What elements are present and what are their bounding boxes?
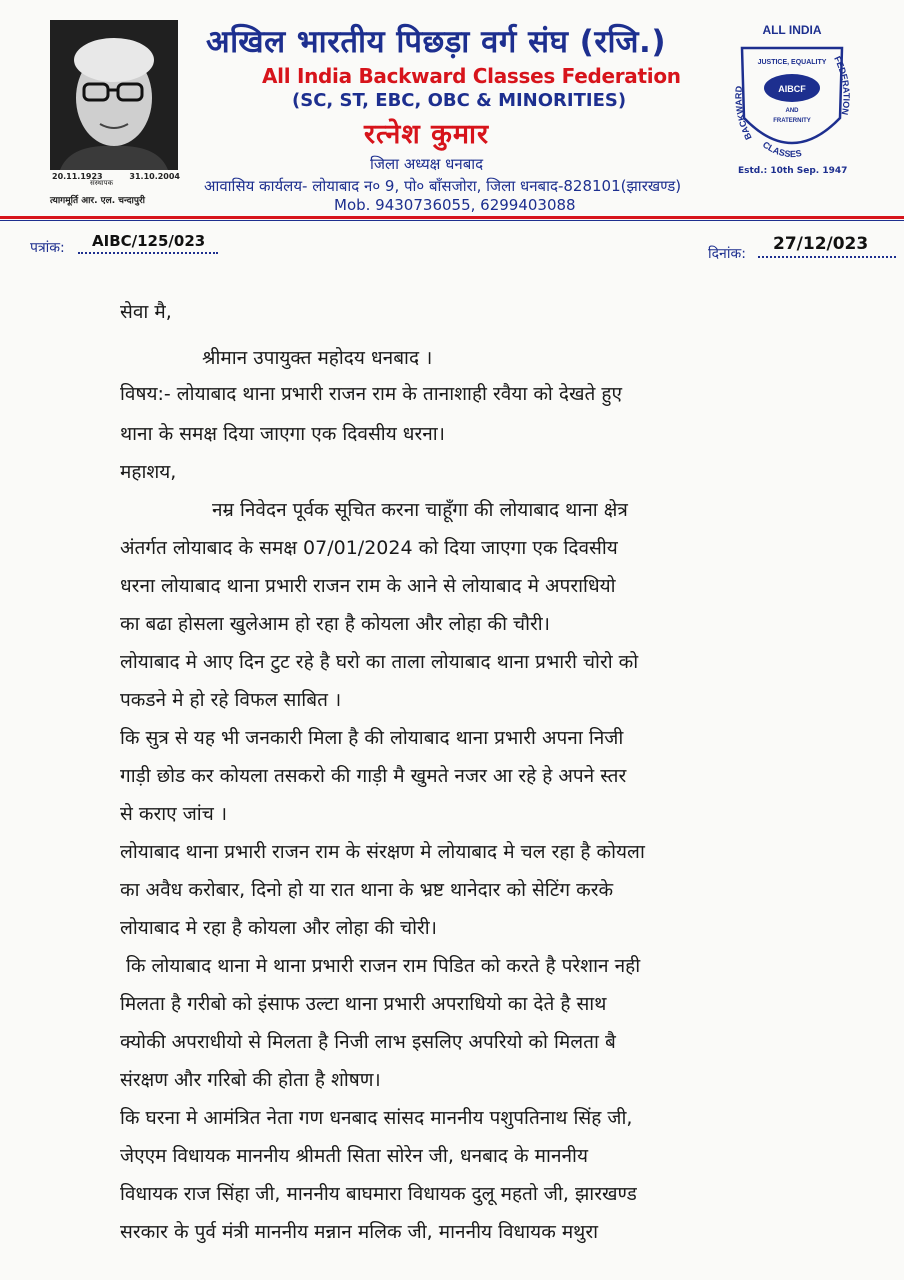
subject-line-2: थाना के समक्ष दिया जाएगा एक दिवसीय धरना। — [120, 423, 445, 445]
body-line: लोयाबाद थाना प्रभारी राजन राम के संरक्षण मे लोयाबाद मे चल रहा है कोयला — [120, 841, 645, 863]
subject-line: विषय:- लोयाबाद थाना प्रभारी राजन राम के तानाशाही रवैया को देखते हुए — [120, 383, 622, 405]
established-date: Estd.: 10th Sep. 1947 — [738, 166, 848, 176]
body-line: धरना लोयाबाद थाना प्रभारी राजन राम के आने से लोयाबाद मे अपराधियो — [120, 575, 616, 597]
logo-motto-2: AND — [785, 108, 799, 114]
body-line: लोयाबाद मे रहा है कोयला और लोहा की चोरी। — [120, 917, 437, 939]
founder-label: संस्थापक — [90, 179, 113, 187]
logo-left-text: BACKWARD — [733, 85, 754, 142]
founder-name: त्यागमूर्ति आर. एल. चन्दापुरी — [50, 196, 145, 206]
header-divider-blue — [0, 220, 904, 221]
org-categories: (SC, ST, EBC, OBC & MINORITIES) — [292, 90, 627, 111]
addressee-line: श्रीमान उपायुक्त महोदय धनबाद । — [202, 347, 433, 369]
body-line: कि घरना मे आमंत्रित नेता गण धनबाद सांसद माननीय पशुपतिनाथ सिंह जी, — [120, 1107, 633, 1129]
body-line: कि सुत्र से यह भी जनकारी मिला है की लोयाबाद थाना प्रभारी अपना निजी — [120, 727, 624, 749]
reference-label: पत्रांक: — [30, 240, 65, 256]
body-line: अंतर्गत लोयाबाद के समक्ष 07/01/2024 को दिया जाएगा एक दिवसीय — [120, 537, 618, 559]
body-line: विधायक राज सिंहा जी, माननीय बाघमारा विधायक दुलू महतो जी, झारखण्ड — [120, 1183, 637, 1205]
date-dotted-line — [758, 256, 896, 258]
reference-dotted-line — [78, 252, 218, 254]
founder-birth-date: 20.11.1923 — [52, 172, 103, 181]
federation-logo — [722, 18, 862, 178]
logo-right-text: FEDERATION — [832, 54, 852, 116]
body-line: लोयाबाद मे आए दिन टुट रहे है घरो का ताला लोयाबाद थाना प्रभारी चोरो को — [120, 651, 639, 673]
founder-death-date: 31.10.2004 — [129, 172, 180, 181]
salutation-line: सेवा मै, — [120, 301, 172, 323]
person-role: जिला अध्यक्ष धनबाद — [370, 155, 484, 173]
mobile-numbers: Mob. 9430736055, 6299403088 — [334, 196, 576, 214]
body-line: से कराए जांच । — [120, 803, 228, 825]
person-name: रत्नेश कुमार — [364, 119, 489, 150]
body-line: गाड़ी छोड कर कोयला तसकरो की गाड़ी मै खुमते नजर आ रहे हे अपने स्तर — [120, 765, 627, 787]
body-line: कि लोयाबाद थाना मे थाना प्रभारी राजन राम पिडित को करते है परेशान नही — [126, 955, 641, 977]
logo-motto-1: JUSTICE, EQUALITY — [757, 59, 827, 66]
svg-text:FEDERATION — [832, 55, 851, 116]
founder-photo — [50, 20, 178, 170]
greeting-line: महाशय, — [120, 461, 177, 483]
body-line: नम्र निवेदन पूर्वक सूचित करना चाहूँगा की लोयाबाद थाना क्षेत्र — [212, 499, 628, 521]
office-address: आवासिय कार्यलय- लोयाबाद न० 9, पो० बाँसजोरा, जिला धनबाद-828101(झारखण्ड) — [204, 177, 682, 195]
header-divider-red — [0, 216, 904, 219]
body-line: क्योकी अपराधीयो से मिलता है निजी लाभ इसलिए अपरियो को मिलता बै — [120, 1031, 616, 1053]
body-line: का अवैध करोबार, दिनो हो या रात थाना के भ्रष्ट थानेदार को सेटिंग करके — [120, 879, 614, 901]
body-line: का बढा होसला खुलेआम हो रहा है कोयला और लोहा की चौरी। — [120, 613, 550, 635]
body-line: संरक्षण और गरिबो की होता है शोषण। — [120, 1069, 381, 1091]
letter-date: 27/12/023 — [773, 234, 869, 254]
org-name-english: All India Backward Classes Federation — [262, 64, 681, 88]
logo-emblem-letters: AIBCF — [778, 84, 806, 94]
date-label: दिनांक: — [708, 246, 746, 262]
body-line: मिलता है गरीबो को इंसाफ उल्टा थाना प्रभारी अपराधियो का देते है साथ — [120, 993, 607, 1015]
body-line: सरकार के पुर्व मंत्री माननीय मन्नान मलिक जी, माननीय विधायक मथुरा — [120, 1221, 599, 1243]
body-line: जेएएम विधायक माननीय श्रीमती सिता सोरेन जी, धनबाद के माननीय — [120, 1145, 588, 1167]
logo-motto-3: FRATERNITY — [773, 118, 811, 124]
handshake-icon — [764, 74, 820, 102]
logo-bottom-text: CLASSES — [760, 139, 803, 160]
body-line: पकडने मे हो रहे विफल साबित । — [120, 689, 342, 711]
logo-top-text: ALL INDIA — [762, 23, 822, 37]
org-name-hindi: अखिल भारतीय पिछड़ा वर्ग संघ (रजि.) — [206, 24, 667, 60]
reference-number: AIBC/125/023 — [92, 232, 206, 250]
